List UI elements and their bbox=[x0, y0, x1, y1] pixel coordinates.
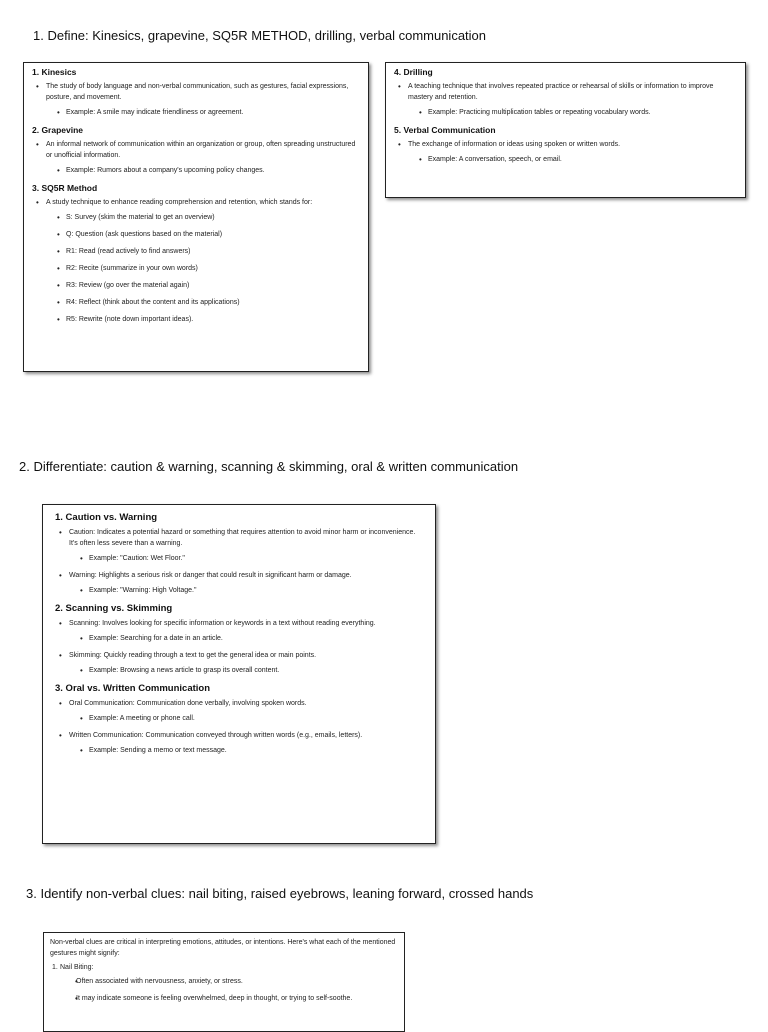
scanning-example: • Example: Searching for a date in an article. bbox=[55, 633, 423, 644]
grapevine-definition: • An informal network of communication within an organization or group, often spreading unstructured or unofficial information. bbox=[32, 139, 360, 161]
verbal-definition: • The exchange of information or ideas using spoken or written words. bbox=[394, 139, 737, 150]
answer-box-non-verbal bbox=[43, 932, 405, 1032]
drilling-example: • Example: Practicing multiplication tables or repeating vocabulary words. bbox=[394, 107, 737, 118]
list-number: 1. bbox=[52, 964, 58, 971]
question-1-title: 1. Define: Kinesics, grapevine, SQ5R METHOD, drilling, verbal communication bbox=[33, 28, 487, 43]
question-2-title: 2. Differentiate: caution & warning, scanning & skimming, oral & written communication bbox=[19, 459, 519, 474]
sq5r-step: • Q: Question (ask questions based on the material) bbox=[32, 229, 360, 240]
nail-biting-item bbox=[50, 962, 398, 973]
sq5r-step: • R5: Rewrite (note down important ideas). bbox=[32, 314, 360, 325]
answer-box-differentiate bbox=[42, 504, 436, 844]
drilling-definition: • A teaching technique that involves repeated practice or rehearsal of skills or information to improve mastery and retention. bbox=[394, 81, 737, 103]
caution-definition: • Caution: Indicates a potential hazard or something that requires attention to avoid minor harm or inconvenience. It's often less severe than a warning. bbox=[55, 527, 423, 549]
grapevine-example: • Example: Rumors about a company's upcoming policy changes. bbox=[32, 165, 360, 176]
oral-definition: • Oral Communication: Communication done verbally, involving spoken words. bbox=[55, 698, 423, 709]
skimming-definition: • Skimming: Quickly reading through a text to get the general idea or main points. bbox=[55, 650, 423, 661]
scanning-skimming-heading: 2. Scanning vs. Skimming bbox=[55, 603, 173, 614]
oral-written-heading: 3. Oral vs. Written Communication bbox=[55, 683, 211, 694]
answer-box-definitions-left bbox=[23, 62, 369, 372]
verbal-example: • Example: A conversation, speech, or email. bbox=[394, 154, 737, 165]
nail-biting-point: • Often associated with nervousness, anxiety, or stress. bbox=[50, 976, 398, 987]
caution-example: • Example: "Caution: Wet Floor." bbox=[55, 553, 423, 564]
written-definition: • Written Communication: Communication conveyed through written words (e.g., emails, letters). bbox=[55, 730, 423, 741]
verbal-heading: 5. Verbal Communication bbox=[394, 125, 496, 135]
kinesics-example: • Example: A smile may indicate friendliness or agreement. bbox=[32, 107, 360, 118]
written-example: • Example: Sending a memo or text message. bbox=[55, 745, 423, 756]
drilling-heading: 4. Drilling bbox=[394, 67, 433, 77]
kinesics-heading: 1. Kinesics bbox=[32, 67, 77, 77]
oral-example: • Example: A meeting or phone call. bbox=[55, 713, 423, 724]
sq5r-step: • S: Survey (skim the material to get an overview) bbox=[32, 212, 360, 223]
caution-warning-heading: 1. Caution vs. Warning bbox=[55, 512, 158, 523]
nail-biting-label: Nail Biting: bbox=[60, 964, 94, 971]
kinesics-definition: • The study of body language and non-verbal communication, such as gestures, facial expressions, posture, and movement. bbox=[32, 81, 360, 103]
sq5r-definition: • A study technique to enhance reading comprehension and retention, which stands for: bbox=[32, 197, 360, 208]
skimming-example: • Example: Browsing a news article to grasp its overall content. bbox=[55, 665, 423, 676]
sq5r-step: • R4: Reflect (think about the content and its applications) bbox=[32, 297, 360, 308]
sq5r-step: • R2: Recite (summarize in your own words) bbox=[32, 263, 360, 274]
question-3-title: 3. Identify non-verbal clues: nail biting, raised eyebrows, leaning forward, crossed hands bbox=[26, 886, 534, 901]
sq5r-step: • R1: Read (read actively to find answers) bbox=[32, 246, 360, 257]
warning-example: • Example: "Warning: High Voltage." bbox=[55, 585, 423, 596]
warning-definition: • Warning: Highlights a serious risk or danger that could result in significant harm or damage. bbox=[55, 570, 423, 581]
sq5r-heading: 3. SQ5R Method bbox=[32, 183, 98, 193]
sq5r-step: • R3: Review (go over the material again) bbox=[32, 280, 360, 291]
non-verbal-intro: Non-verbal clues are critical in interpreting emotions, attitudes, or intentions. Here's what each of the mentioned gestures might signify: bbox=[50, 939, 396, 957]
answer-box-definitions-right bbox=[385, 62, 746, 198]
scanning-definition: • Scanning: Involves looking for specific information or keywords in a text without reading everything. bbox=[55, 618, 423, 629]
grapevine-heading: 2. Grapevine bbox=[32, 125, 84, 135]
nail-biting-point: • It may indicate someone is feeling overwhelmed, deep in thought, or trying to self-soothe. bbox=[50, 993, 398, 1004]
